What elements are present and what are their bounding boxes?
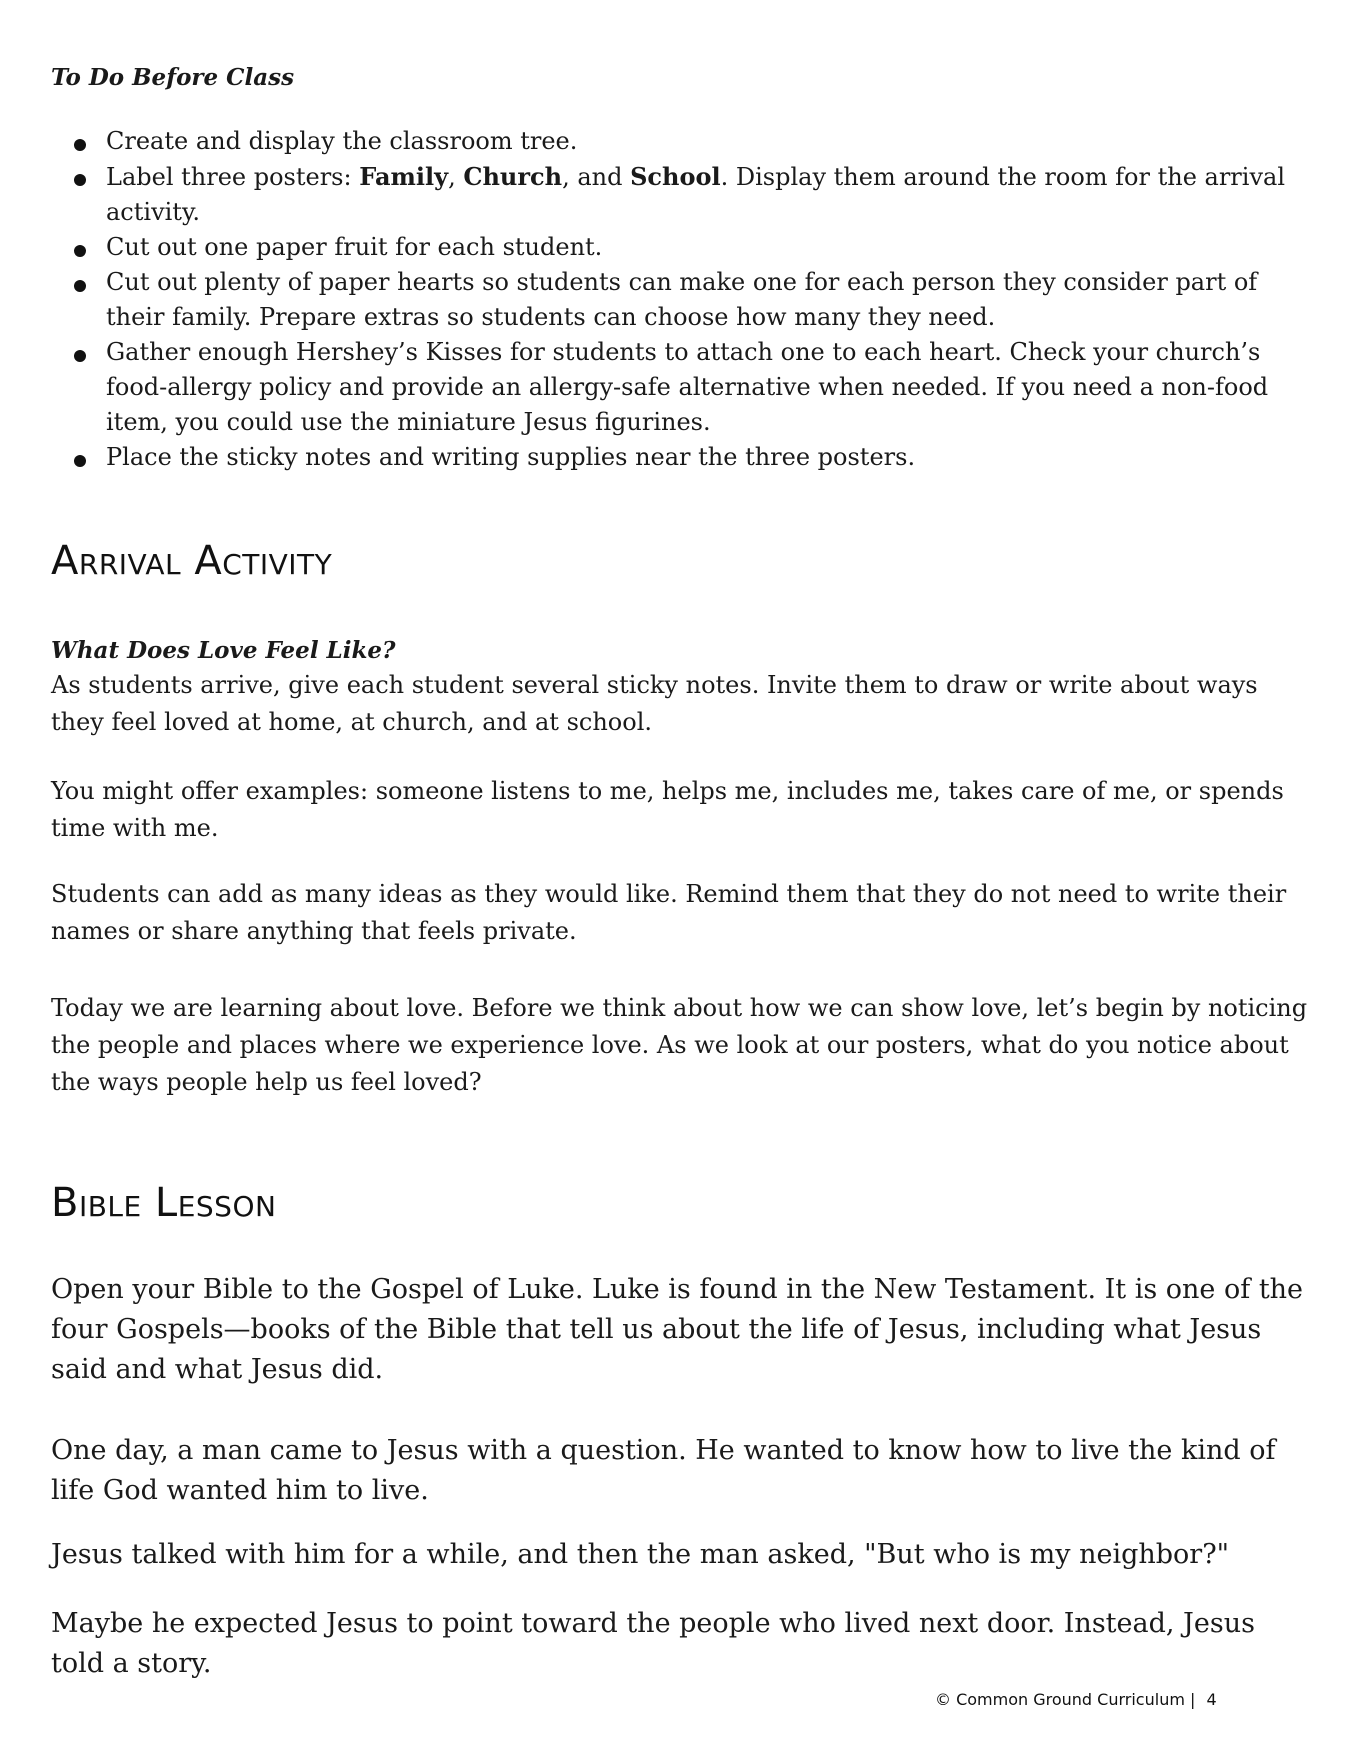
list-item [51,440,1311,475]
list-item-text: Create and display the classroom tree. [106,127,578,155]
page-number: 4 [1206,1690,1217,1709]
bullet-icon [74,174,86,186]
bullet-icon [74,139,86,151]
arrival-activity-heading: Arrival Activity [51,538,333,584]
arrival-subheading: What Does Love Feel Like? [51,637,396,664]
arrival-script-paragraph: Today we are learning about love. Before we think about how we can show love, let’s begin by noticing the people and places where we experience love. As we look at our posters, what do you notice about the ways people help us feel loved? [51,994,1308,1096]
poster-label-family: Family [359,162,449,191]
footer-separator: | [1190,1690,1196,1709]
poster-label-church: Church [463,162,563,191]
arrival-paragraph: Students can add as many ideas as they would like. Remind them that they do not need to write their names or share anything that feels private. [51,880,1287,945]
list-item-separator: , and [562,163,631,191]
copyright-text: © Common Ground Curriculum [935,1690,1185,1709]
bullet-icon [74,350,86,362]
bible-paragraph: Open your Bible to the Gospel of Luke. Luke is found in the New Testament. It is one of the four Gospels—books of the Bible that tell us about the life of Jesus, including what Jesus said and what Jesus did. [51,1274,1304,1385]
list-item-text: Cut out one paper fruit for each student. [106,233,603,261]
bible-paragraph: Maybe he expected Jesus to point toward the people who lived next door. Instead, Jesus told a story. [51,1608,1255,1679]
bullet-icon [74,245,86,257]
list-item-text-pre: Label three posters: [106,163,360,191]
list-item-text: Cut out plenty of paper hearts so students can make one for each person they consider part of their family. Prepare extras so students can choose how many they need. [106,268,1258,331]
page-footer [935,1690,1217,1709]
list-item [51,124,1311,159]
list-item-text: Place the sticky notes and writing supplies near the three posters. [106,443,916,471]
list-item-text: Gather enough Hershey’s Kisses for students to attach one to each heart. Check your church’s food-allergy policy and provide an allergy-safe alternative when needed. If you need a non-food item, you could use the miniature Jesus figurines. [106,338,1269,436]
list-item [51,335,1311,440]
list-item [51,265,1311,335]
list-item [51,159,1311,230]
todo-list [51,124,1311,475]
todo-heading: To Do Before Class [51,64,295,91]
poster-label-school: School [630,162,721,191]
bible-lesson-heading: Bible Lesson [51,1180,277,1226]
arrival-paragraph: You might offer examples: someone listens to me, helps me, includes me, takes care of me, or spends time with me. [51,777,1284,842]
bullet-icon [74,455,86,467]
bullet-icon [74,280,86,292]
arrival-paragraph: As students arrive, give each student several sticky notes. Invite them to draw or write about ways they feel loved at home, at church, and at school. [51,671,1258,736]
list-item-separator: , [448,163,464,191]
list-item-text-post: . Display them around the room for the arrival activity. [106,163,1285,226]
list-item [51,230,1311,265]
bible-paragraph: One day, a man came to Jesus with a question. He wanted to know how to live the kind of life God wanted him to live. [51,1435,1276,1506]
bible-paragraph: Jesus talked with him for a while, and then the man asked, "But who is my neighbor?" [51,1539,1230,1570]
